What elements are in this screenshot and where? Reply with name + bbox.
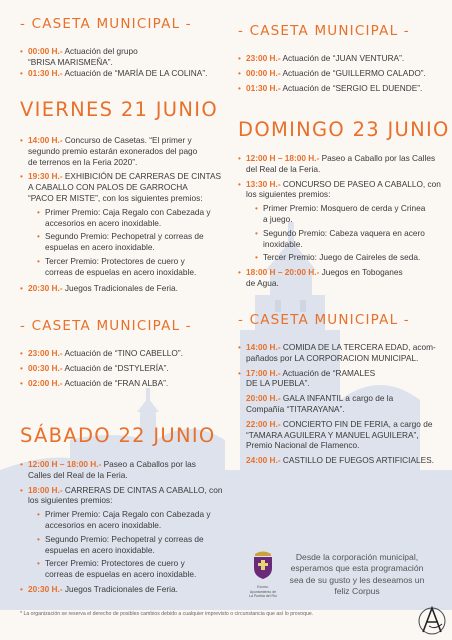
- prize-item: • Segundo Premio: Pechopetral y correas de espuelas en acero inoxidable.: [37, 533, 204, 555]
- event-item: • 18:00 H.- CARRERAS DE CINTAS A CABALLO, con los siguientes premios:: [20, 484, 223, 506]
- event-item: • 19:30 H.- EXHIBICIÓN DE CARRERAS DE CINTAS A CABALLO CON PALOS DE GARROCHA “PACO ER MISTE”, con los siguientes premios:: [20, 171, 222, 203]
- town-crest-logo: [248, 548, 278, 599]
- event-item: • 20:30 H.- Juegos Tradicionales de Feria.: [20, 282, 178, 293]
- event-item: 22:00 H.- CONCIERTO FIN DE FERIA, a cargo de “TAMARA AGUILERA Y MANUEL AGUILERA”, Premio Nacional de Flamenco.: [246, 418, 433, 451]
- prize-item: • Tercer Premio: Protectores de cuero y correas de espuelas en acero inoxidable.: [37, 255, 197, 277]
- event-item: • 12:00 H – 18:00 H.- Paseo a Caballo por las Calles del Real de la Feria.: [238, 153, 436, 174]
- event-item: • 17:00 H.- Actuación de “RAMALES DE LA PUEBLA”.: [238, 367, 376, 389]
- event-item: • 14:00 H.- Concurso de Casetas. “El primer y segundo premio estarán exonerados del pago de terrenos en la Feria 2020”.: [20, 135, 198, 167]
- disclaimer: * La organización se reserva el derecho de posibles cambios debido a cualquier imprevisto o circunstancia que así lo provoque.: [20, 611, 314, 617]
- right-caseta-2: [238, 312, 448, 466]
- logo-text: La Puebla del Río: [249, 594, 277, 598]
- sabado-events: [20, 459, 240, 595]
- event-item: • 13:30 H.- CONCURSO DE PASEO A CABALLO, con los siguientes premios:: [238, 178, 441, 200]
- event-item: • 02:00 H.- Actuación de “FRAN ALBA”.: [20, 377, 169, 388]
- caseta-heading: - CASETA MUNICIPAL -: [20, 16, 192, 32]
- prize-item: • Tercer Premio: Protectores de cuero y correas de espuelas en acero inoxidable.: [37, 558, 197, 580]
- crest-icon: [250, 548, 276, 580]
- caseta-heading: - CASETA MUNICIPAL -: [238, 23, 410, 39]
- caseta-heading: - CASETA MUNICIPAL -: [20, 318, 192, 334]
- event-item: • 00:00 H.- Actuación del grupo “BRISA MARISMEÑA”.: [20, 46, 138, 67]
- closing-message: Desde la corporación municipal, esperamos que esta programación sea de su gusto y les deseamos un feliz Corpus: [289, 552, 425, 596]
- event-item: 20:00 H.- GALA INFANTIL a cargo de la Compañía “TITARAYANA”.: [246, 393, 394, 414]
- left-column: [20, 16, 235, 78]
- prize-item: • Tercer Premio: Juego de Caireles de seda.: [255, 252, 421, 263]
- prize-item: • Segundo Premio: Cabeza vaquera en acero inoxidable.: [255, 227, 425, 249]
- left-caseta-2: [20, 318, 235, 388]
- day-heading-domingo: DOMINGO 23 JUNIO: [238, 118, 450, 141]
- event-item: • 20:30 H.- Juegos Tradicionales de Feria.: [20, 583, 178, 594]
- prize-item: • Primer Premio: Mosquero de cerda y Crinea a juego.: [255, 203, 426, 224]
- event-item: • 23:00 H.- Actuación de “TINO CABELLO”.: [20, 348, 183, 358]
- logo-text: Excmo. Ayuntamiento de: [249, 585, 277, 594]
- day-heading-sabado: SÁBADO 22 JUNIO: [20, 424, 216, 447]
- signature-mark: [415, 600, 449, 638]
- day-heading-viernes: VIERNES 21 JUNIO: [20, 98, 218, 121]
- event-item: • 23:00 H.- Actuación de “JUAN VENTURA”.: [238, 53, 405, 63]
- right-caseta-1: [238, 23, 443, 93]
- domingo-events: [238, 153, 448, 289]
- event-item: • 00:00 H.- Actuación de “GUILLERMO CALADO”.: [238, 67, 426, 78]
- viernes-events: [20, 135, 240, 293]
- event-item: • 18:00 H – 20:00 H.- Juegos en Toboganes de Agua.: [238, 267, 403, 288]
- prize-item: • Primer Premio: Caja Regalo con Cabezada y accesorios en acero inoxidable.: [37, 509, 211, 530]
- event-item: • 14:00 H.- COMIDA DE LA TERCERA EDAD, acom- pañados por LA CORPORACION MUNICIPAL.: [238, 342, 436, 363]
- event-item: • 00:30 H.- Actuación de “DSTYLERÍA”.: [20, 362, 169, 373]
- event-item: • 12:00 H – 18:00 H.- Paseo a Caballos por las Calles del Real de la Feria.: [20, 459, 196, 480]
- prize-item: • Primer Premio: Caja Regalo con Cabezada y accesorios en acero inoxidable.: [37, 206, 211, 228]
- prize-item: • Segundo Premio: Pechopetral y correas de espuelas en acero inoxidable.: [37, 231, 204, 253]
- caseta-heading: - CASETA MUNICIPAL -: [238, 312, 410, 328]
- event-item: • 01:30 H.- Actuación de “MARÍA DE LA COLINA”.: [20, 67, 208, 78]
- event-item: • 01:30 H.- Actuación de “SERGIO EL DUENDE”.: [238, 82, 423, 93]
- event-item: 24:00 H.- CASTILLO DE FUEGOS ARTIFICIALES.: [246, 455, 434, 466]
